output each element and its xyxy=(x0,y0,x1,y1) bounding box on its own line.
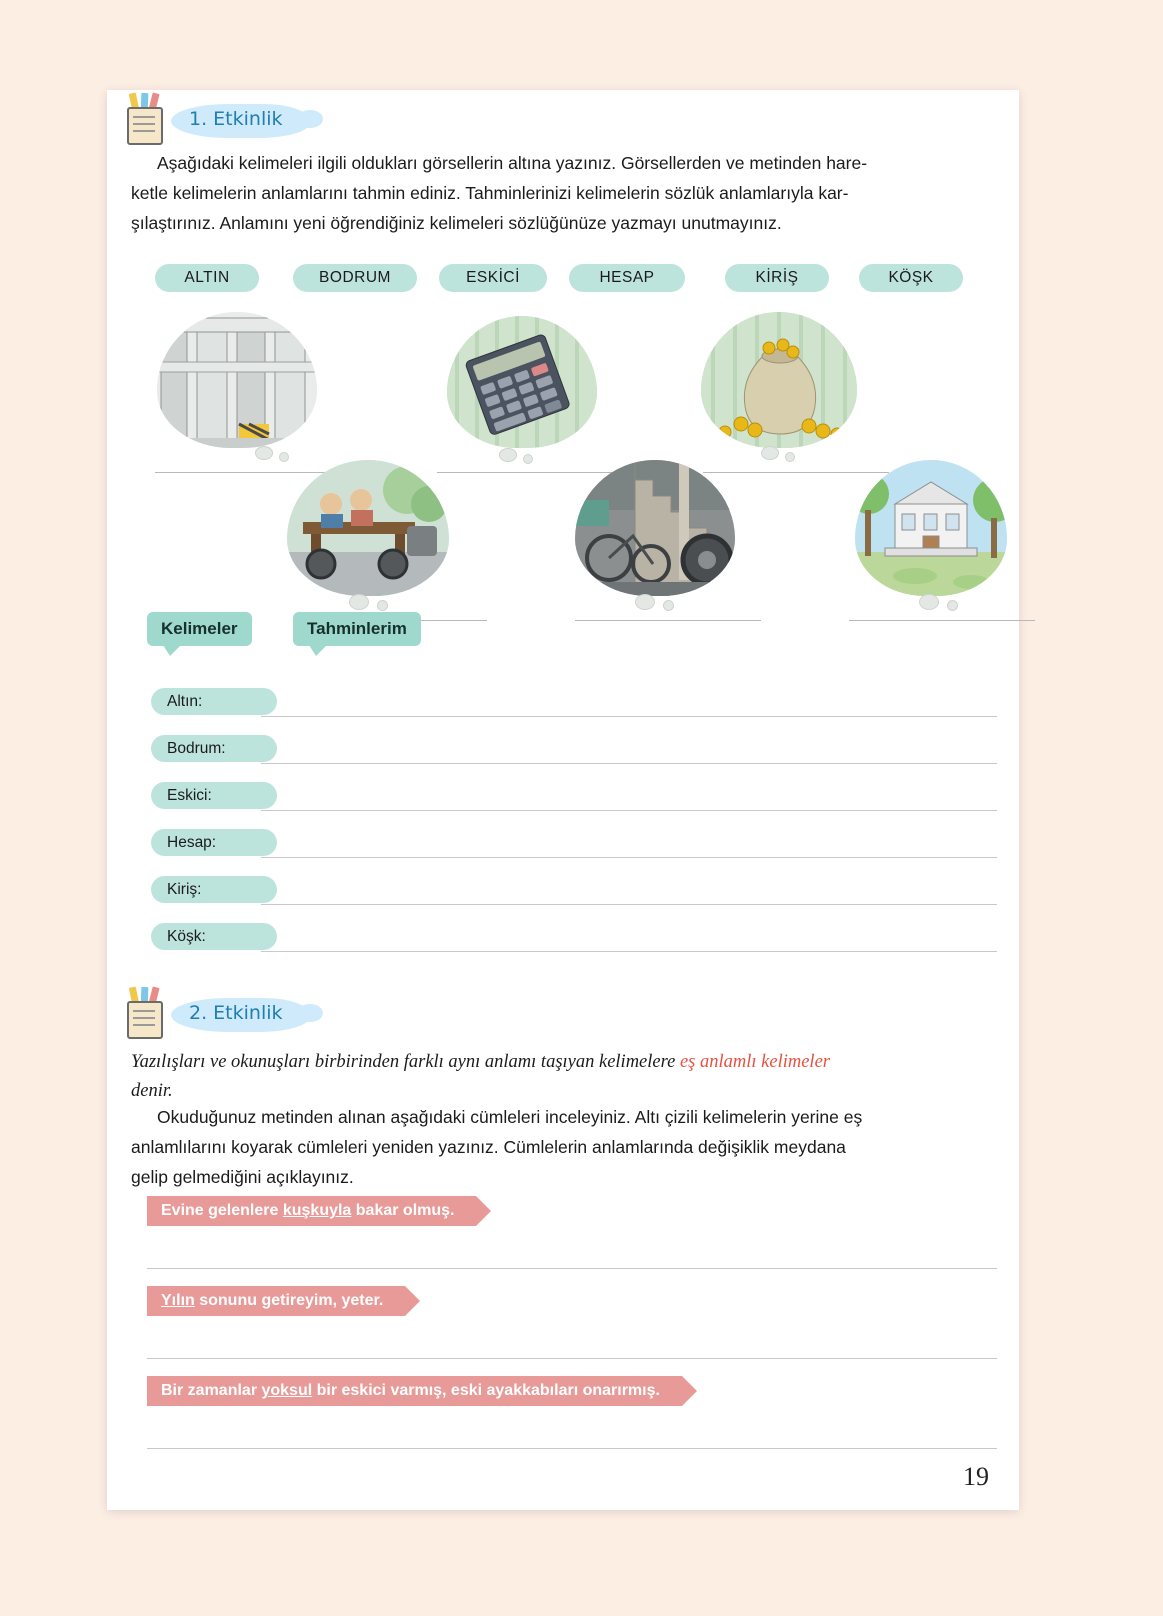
sentence-3-answer-line[interactable] xyxy=(147,1448,997,1449)
table-header-kelimeler xyxy=(147,612,252,646)
image-basement xyxy=(575,460,735,596)
image-caption-line-6[interactable] xyxy=(849,620,1035,621)
sentence-banner-2 xyxy=(147,1286,405,1316)
image-workshop xyxy=(287,460,449,596)
activity-2-instruction-line-3: gelip gelmediğini açıklayınız. xyxy=(131,1167,354,1187)
image-gold-bubble-1 xyxy=(761,446,779,460)
tahminlerim-label: Tahminlerim xyxy=(307,619,407,638)
kelimeler-label: Kelimeler xyxy=(161,619,238,638)
activity-2-definition xyxy=(131,1048,997,1106)
image-workshop-bubble-1 xyxy=(349,594,369,610)
image-calculator-bubble-2 xyxy=(523,454,533,464)
sentence-1-pre: Evine gelenlere xyxy=(161,1202,283,1219)
image-mansion-bubble-2 xyxy=(947,600,958,611)
worksheet-page xyxy=(107,90,1019,1510)
basement-illustration xyxy=(575,460,735,596)
instruction-line-3: şılaştırınız. Anlamını yeni öğrendiğiniz kelimeleri sözlüğünüze yazmayı unutmayınız. xyxy=(131,213,782,233)
table-row-answer-altin[interactable] xyxy=(261,716,997,717)
image-calculator-bubble-1 xyxy=(499,448,517,462)
table-row-word-altin: Altın: xyxy=(151,688,277,715)
table-row-answer-eskici[interactable] xyxy=(261,810,997,811)
calculator-illustration xyxy=(447,316,597,448)
image-beams-bubble-2 xyxy=(279,452,289,462)
image-beams xyxy=(157,312,317,448)
image-mansion-bubble-1 xyxy=(919,594,939,610)
table-row-answer-bodrum[interactable] xyxy=(261,763,997,764)
activity-2-instruction-line-1: Okuduğunuz metinden alınan aşağıdaki cümleleri inceleyiniz. Altı çizili kelimelerin yerine eş xyxy=(157,1107,863,1127)
table-row-answer-kiris[interactable] xyxy=(261,904,997,905)
activity-2-instruction xyxy=(131,1102,997,1192)
table-header-tahminlerim xyxy=(293,612,421,646)
word-bank-pill-kiris[interactable]: KİRİŞ xyxy=(725,264,829,292)
image-gold-jar xyxy=(701,312,857,448)
table-row-word-kiris: Kiriş: xyxy=(151,876,277,903)
notepad-pencils-icon-2 xyxy=(121,991,167,1037)
image-caption-line-5[interactable] xyxy=(575,620,761,621)
image-basement-bubble-2 xyxy=(663,600,674,611)
word-bank-pill-altin[interactable]: ALTIN xyxy=(155,264,259,292)
table-row-word-kosk: Köşk: xyxy=(151,923,277,950)
sentence-1-answer-line[interactable] xyxy=(147,1268,997,1269)
table-row-word-eskici: Eskici: xyxy=(151,782,277,809)
sentence-banner-3 xyxy=(147,1376,682,1406)
image-caption-line-3[interactable] xyxy=(703,472,889,473)
word-bank-pill-hesap[interactable]: HESAP xyxy=(569,264,685,292)
mansion-illustration xyxy=(855,460,1007,596)
sentence-1-post: bakar olmuş. xyxy=(351,1202,455,1219)
activity-2-header xyxy=(121,990,309,1038)
sentence-banner-1 xyxy=(147,1196,476,1226)
activity-2-title: 2. Etkinlik xyxy=(189,1002,283,1024)
sentence-3-underlined: yoksul xyxy=(261,1382,313,1399)
table-row-answer-kosk[interactable] xyxy=(261,951,997,952)
definition-pre: Yazılışları ve okunuşları birbirinden farklı aynı anlamı taşıyan kelimelere xyxy=(131,1052,680,1072)
word-bank-pill-eskici[interactable]: ESKİCİ xyxy=(439,264,547,292)
beams-illustration xyxy=(157,312,317,448)
activity-1-header xyxy=(121,96,309,144)
notepad-pencils-icon xyxy=(121,97,167,143)
image-gold-bubble-2 xyxy=(785,452,795,462)
sentence-2-answer-line[interactable] xyxy=(147,1358,997,1359)
table-row-word-bodrum: Bodrum: xyxy=(151,735,277,762)
image-beams-bubble-1 xyxy=(255,446,273,460)
image-calculator xyxy=(447,316,597,448)
image-workshop-bubble-2 xyxy=(377,600,388,611)
sentence-3-pre: Bir zamanlar xyxy=(161,1382,262,1399)
word-bank-pill-bodrum[interactable]: BODRUM xyxy=(293,264,417,292)
sentence-1-underlined: kuşkuyla xyxy=(282,1202,352,1219)
sentence-3-post: bir eskici varmış, eski ayakkabıları onarırmış. xyxy=(312,1382,660,1399)
gold-jar-illustration xyxy=(701,312,857,448)
activity-1-title: 1. Etkinlik xyxy=(189,108,283,130)
image-basement-bubble-1 xyxy=(635,594,655,610)
table-row-word-hesap: Hesap: xyxy=(151,829,277,856)
definition-accent: eş anlamlı kelimeler xyxy=(679,1052,830,1072)
image-caption-line-1[interactable] xyxy=(155,472,341,473)
activity-1-instruction xyxy=(131,148,997,238)
image-mansion xyxy=(855,460,1007,596)
activity-2-title-bubble xyxy=(171,996,309,1032)
page-number: 19 xyxy=(963,1462,989,1491)
sentence-2-underlined: Yılın xyxy=(161,1292,195,1309)
workshop-illustration xyxy=(287,460,449,596)
definition-post: denir. xyxy=(131,1081,173,1101)
word-bank-pill-kosk[interactable]: KÖŞK xyxy=(859,264,963,292)
instruction-line-1: Aşağıdaki kelimeleri ilgili oldukları görsellerin altına yazınız. Görsellerden ve metinden hare- xyxy=(157,153,868,173)
sentence-2-post: sonunu getireyim, yeter. xyxy=(194,1292,384,1309)
image-caption-line-2[interactable] xyxy=(437,472,623,473)
activity-2-instruction-line-2: anlamlılarını koyarak cümleleri yeniden yazınız. Cümlelerin anlamlarında değişiklik meydana xyxy=(131,1137,846,1157)
activity-1-title-bubble xyxy=(171,102,309,138)
instruction-line-2: ketle kelimelerin anlamlarını tahmin ediniz. Tahminlerinizi kelimelerin sözlük anlamlarıyla kar- xyxy=(131,183,849,203)
table-row-answer-hesap[interactable] xyxy=(261,857,997,858)
